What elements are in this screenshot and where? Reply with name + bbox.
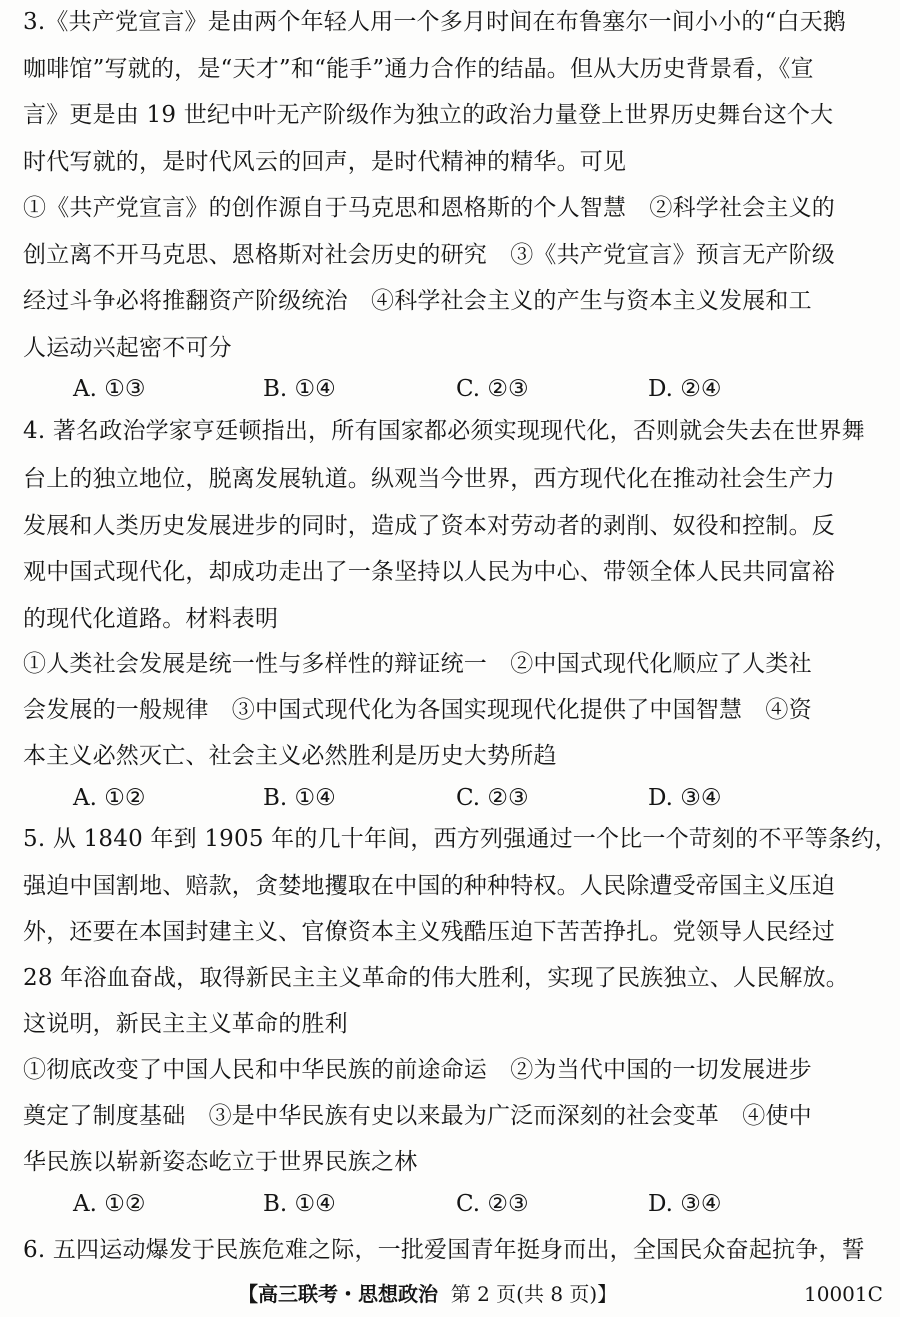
question-3-line: 经过斗争必将推翻资产阶级统治 ④科学社会主义的产生与资本主义发展和工 xyxy=(23,288,812,314)
question-4-line: 观中国式现代化，却成功走出了一条坚持以人民为中心、带领全体人民共同富裕 xyxy=(23,559,835,585)
question-5-line: 奠定了制度基础 ③是中华民族有史以来最为广泛而深刻的社会变革 ④使中 xyxy=(23,1103,812,1129)
footer-course: 【高三联考・思想政治 xyxy=(238,1282,438,1306)
option-d: D. ③④ xyxy=(648,785,722,811)
option-d: D. ③④ xyxy=(648,1191,722,1217)
option-c: C. ②③ xyxy=(456,785,529,811)
question-5-line: 这说明，新民主主义革命的胜利 xyxy=(23,1011,348,1037)
question-3-line: 3.《共产党宣言》是由两个年轻人用一个多月时间在布鲁塞尔一间小小的“白天鹅 xyxy=(23,9,847,35)
question-4-line: 4. 著名政治学家亨廷顿指出，所有国家都必须实现现代化，否则就会失去在世界舞 xyxy=(23,418,865,444)
footer-page-number: 第 2 页(共 8 页)】 xyxy=(450,1282,618,1306)
option-a: A. ①② xyxy=(73,785,146,811)
question-5-line: 华民族以崭新姿态屹立于世界民族之林 xyxy=(23,1149,418,1175)
option-a: A. ①② xyxy=(73,1191,146,1217)
option-c: C. ②③ xyxy=(456,1191,529,1217)
question-3-line: 人运动兴起密不可分 xyxy=(23,335,232,361)
question-4-line: 的现代化道路。材料表明 xyxy=(23,606,279,632)
question-5-line: 28 年浴血奋战，取得新民主主义革命的伟大胜利，实现了民族独立、人民解放。 xyxy=(23,965,849,991)
question-4-line: 发展和人类历史发展进步的同时，造成了资本对劳动者的剥削、奴役和控制。反 xyxy=(23,513,835,539)
option-d: D. ②④ xyxy=(648,376,722,402)
question-3-line: 时代写就的，是时代风云的回声，是时代精神的精华。可见 xyxy=(23,149,627,175)
question-5-line: 外，还要在本国封建主义、官僚资本主义残酷压迫下苦苦挣扎。党领导人民经过 xyxy=(23,919,835,945)
question-3-line: ①《共产党宣言》的创作源自于马克思和恩格斯的个人智慧 ②科学社会主义的 xyxy=(23,195,835,221)
question-4-line: ①人类社会发展是统一性与多样性的辩证统一 ②中国式现代化顺应了人类社 xyxy=(23,651,812,677)
question-3-line: 创立离不开马克思、恩格斯对社会历史的研究 ③《共产党宣言》预言无产阶级 xyxy=(23,242,835,268)
option-b: B. ①④ xyxy=(263,1191,336,1217)
option-b: B. ①④ xyxy=(263,376,336,402)
option-b: B. ①④ xyxy=(263,785,336,811)
option-a: A. ①③ xyxy=(73,376,146,402)
footer-title xyxy=(238,1282,617,1306)
question-6-line: 6. 五四运动爆发于民族危难之际，一批爱国青年挺身而出，全国民众奋起抗争，誓 xyxy=(23,1237,865,1263)
question-4-line: 台上的独立地位，脱离发展轨道。纵观当今世界，西方现代化在推动社会生产力 xyxy=(23,466,835,492)
question-4-line: 本主义必然灭亡、社会主义必然胜利是历史大势所趋 xyxy=(23,743,557,769)
option-c: C. ②③ xyxy=(456,376,529,402)
question-3-line: 言》更是由 19 世纪中叶无产阶级作为独立的政治力量登上世界历史舞台这个大 xyxy=(23,102,834,128)
question-5-line: 5. 从 1840 年到 1905 年的几十年间，西方列强通过一个比一个苛刻的不平等条约， xyxy=(23,826,898,852)
question-5-line: ①彻底改变了中国人民和中华民族的前途命运 ②为当代中国的一切发展进步 xyxy=(23,1057,812,1083)
question-5-line: 强迫中国割地、赔款，贪婪地攫取在中国的种种特权。人民除遭受帝国主义压迫 xyxy=(23,873,835,899)
question-3-line: 咖啡馆”写就的，是“天才”和“能手”通力合作的结晶。但从大历史背景看，《宣 xyxy=(23,56,814,82)
footer-code: 10001C xyxy=(804,1282,883,1306)
question-4-line: 会发展的一般规律 ③中国式现代化为各国实现现代化提供了中国智慧 ④资 xyxy=(23,697,812,723)
